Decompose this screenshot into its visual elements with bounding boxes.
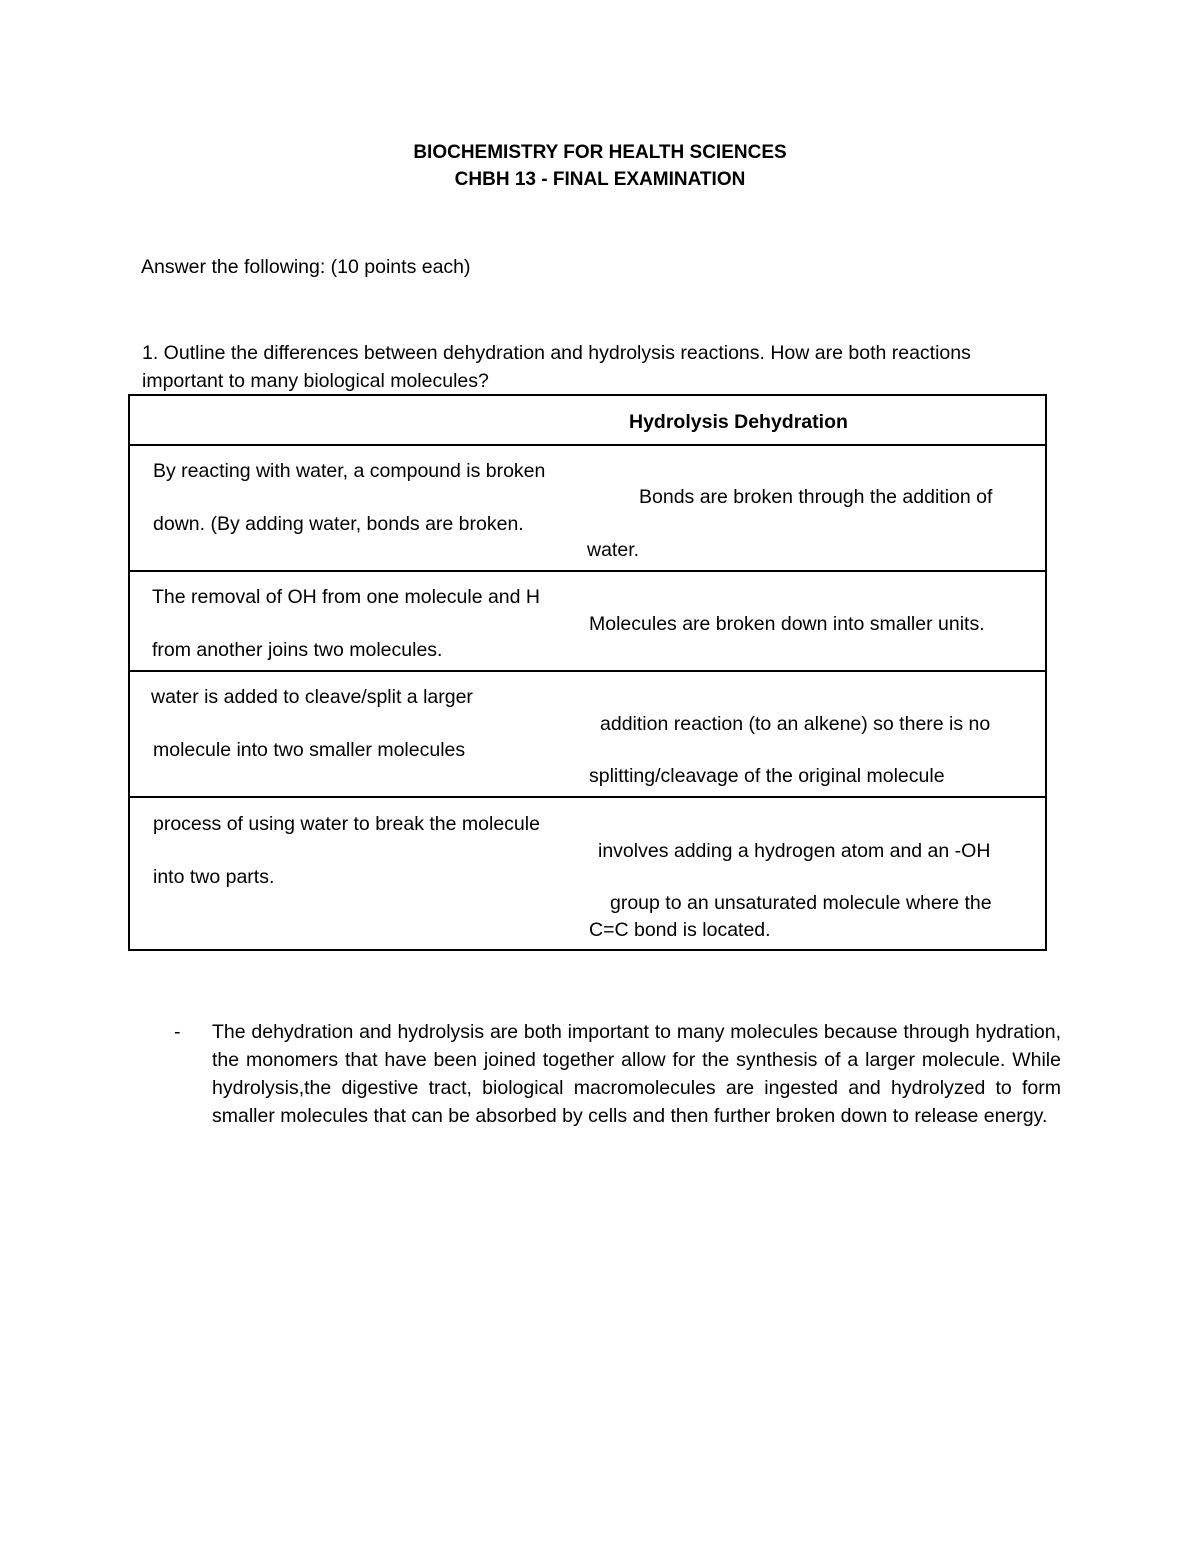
comparison-table [128,394,1047,951]
instructions: Answer the following: (10 points each) [141,256,471,278]
row-1-right-line-1: Bonds are broken through the addition of [639,486,993,508]
question-1-line-2: important to many biological molecules? [142,370,489,392]
row-3-left-line-2: molecule into two smaller molecules [153,739,466,761]
table-row [129,671,1046,797]
row-3-right-line-1: addition reaction (to an alkene) so there is no [600,713,991,735]
answer-paragraph: The dehydration and hydrolysis are both important to many molecules because through hydration, the monomers that have been joined together allow for the synthesis of a larger molecule. While hydrolysis,the digestive tract, biological macromolecules are ingested and hydrolyzed to form smaller molecules that can be absorbed by cells and then further broken down to release energy. [212,1021,1061,1127]
row-4-left-line-2: into two parts. [153,866,275,888]
exam-title: CHBH 13 - FINAL EXAMINATION [454,169,746,190]
row-3-right-line-2: splitting/cleavage of the original molecule [589,765,945,787]
row-4-right-line-2: group to an unsaturated molecule where the [610,892,992,914]
row-2-right-line-1: Molecules are broken down into smaller units. [589,613,985,635]
row-1-left-line-2: down. (By adding water, bonds are broken. [153,513,524,535]
table-header-row [129,395,1046,445]
table-row [129,571,1046,671]
row-1-right-line-2: water. [587,539,640,561]
row-2-left-line-2: from another joins two molecules. [152,639,443,661]
row-3-left-line-1: water is added to cleave/split a larger [151,686,473,708]
answer-bullet: - [174,1021,181,1043]
table-header-label: Hydrolysis Dehydration [629,411,848,433]
row-2-left-line-1: The removal of OH from one molecule and H [152,586,541,608]
course-title: BIOCHEMISTRY FOR HEALTH SCIENCES [413,142,787,163]
row-4-left-line-1: process of using water to break the molecule [153,813,540,835]
table-row [129,797,1046,950]
table-row [129,445,1046,571]
row-4-right-line-3: C=C bond is located. [589,919,771,941]
row-4-right-line-1: involves adding a hydrogen atom and an -OH [598,840,991,862]
row-1-left-line-1: By reacting with water, a compound is broken [153,460,546,482]
question-1-line-1: 1. Outline the differences between dehydration and hydrolysis reactions. How are both reactions [142,342,971,364]
